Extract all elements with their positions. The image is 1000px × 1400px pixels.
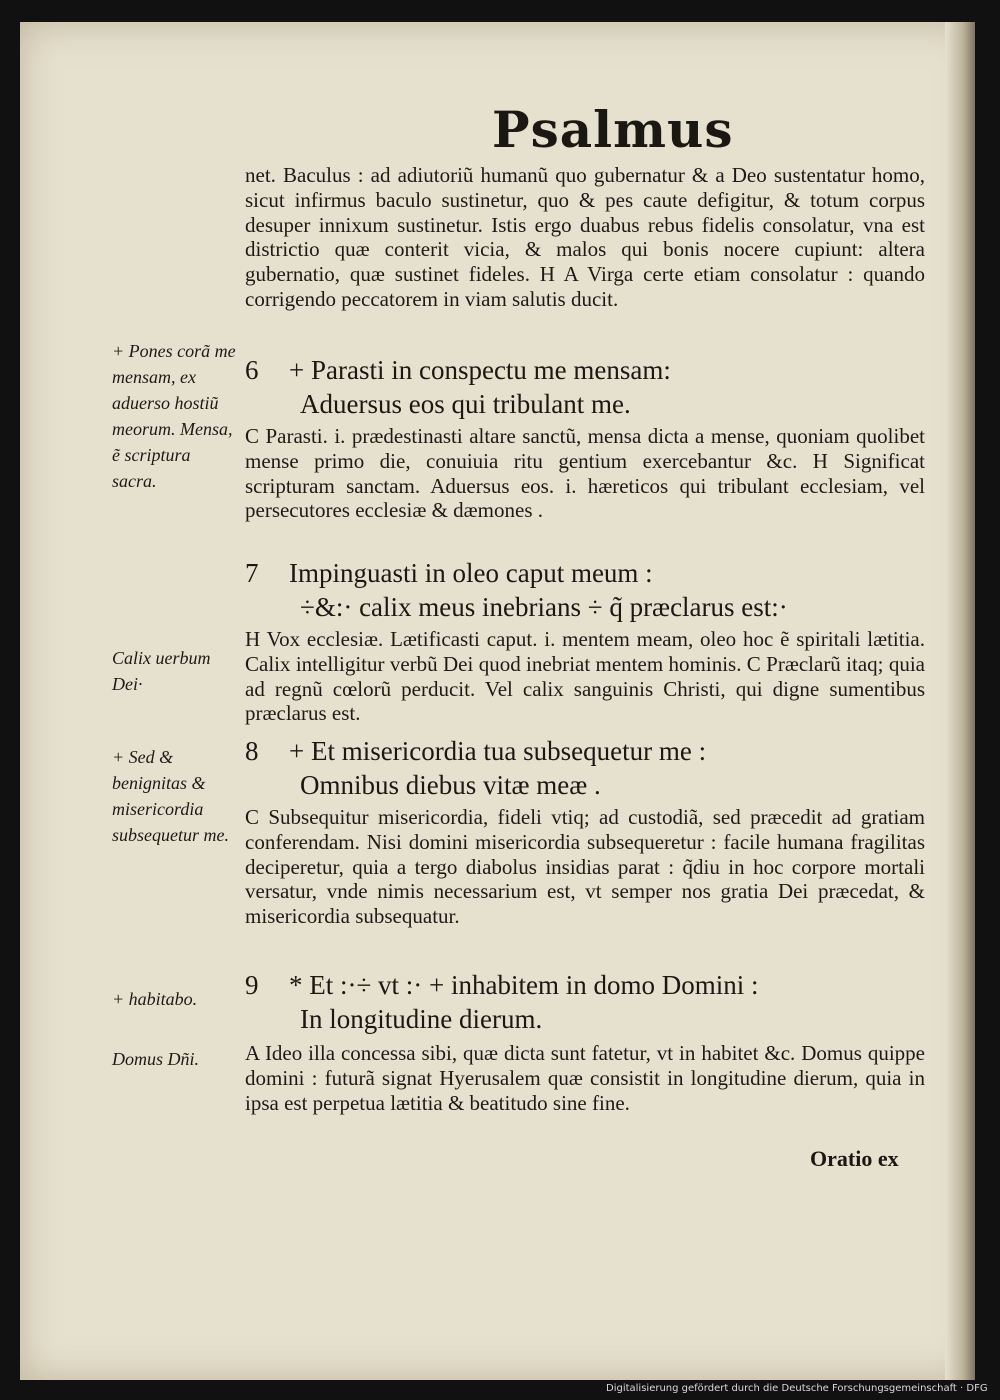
commentary-text: H Vox ecclesiæ. Lætificasti caput. i. mentem meam, oleo hoc ẽ spiritali lætitia. Calix intelligitur verbũ Dei quod inebriat mentem hominis. C Præclarũ itaq; quia ad regnũ cœlorũ perducit. Vel calix sanguinis Christi, qui digne sumentibus præclarus est.	[245, 627, 925, 726]
verse-6	[245, 353, 925, 421]
verse-line: + Parasti in conspectu me mensam:	[289, 355, 671, 385]
verse-number: 6	[245, 355, 259, 385]
verse-line: In longitudine dierum.	[300, 1004, 543, 1034]
running-header: Psalmus	[492, 100, 734, 159]
page-gutter	[945, 22, 975, 1380]
marginal-note-3: + Sed & benignitas & misericordia subsequetur me.	[112, 747, 229, 845]
commentary-block-4	[245, 805, 925, 929]
verse-line: + Et misericordia tua subsequetur me :	[289, 736, 707, 766]
catchword: Oratio ex	[810, 1146, 899, 1171]
marginal-note-4: + habitabo.	[112, 989, 198, 1009]
verse-8	[245, 734, 925, 802]
dfg-credit: Digitalisierung gefördert durch die Deutsche Forschungsgemeinschaft · DFG	[606, 1383, 988, 1394]
verse-7	[245, 556, 925, 624]
commentary-text: C Parasti. i. prædestinasti altare sanctũ, mensa dicta a mense, quoniam quolibet mense primo die, conuiuia ritu gentium exercebantur &c. H Significat scripturam sanctam. Aduersus eos. i. hæreticos qui tribulant ecclesiam, vel persecutores ecclesiæ & dæmones .	[245, 424, 925, 523]
verse-number: 9	[245, 970, 259, 1000]
verse-number: 8	[245, 736, 259, 766]
verse-line: Aduersus eos qui tribulant me.	[300, 389, 631, 419]
commentary-text: C Subsequitur misericordia, fideli vtiq; ad custodiã, sed præcedit ad gratiam conferendam. Nisi domini misericordia subsequeretur : facile humana fragilitas deciperetur, quia a tergo diabolus insidias parat : q̃diu in hoc corpore mortali versatur, vnde nimis necessarium est, vt semper nos gratia Dei præcedat, & misericordia subsequatur.	[245, 805, 925, 929]
verse-number: 7	[245, 558, 259, 588]
commentary-block-2	[245, 424, 925, 523]
verse-line: * Et :·÷ vt :· + inhabitem in domo Domini :	[289, 970, 759, 1000]
commentary-text: A Ideo illa concessa sibi, quæ dicta sunt fatetur, vt in habitet &c. Domus quippe domini : futurã signat Hyerusalem quæ consistit in longitudine dierum, quia in ipsa est perpetua lætitia & beatitudo sine fine.	[245, 1041, 925, 1115]
commentary-block-3	[245, 627, 925, 726]
commentary-block-5	[245, 1041, 925, 1115]
commentary-block-1	[245, 163, 925, 312]
marginal-note-5: Domus Dñi.	[112, 1049, 200, 1069]
commentary-text: net. Baculus : ad adiutoriũ humanũ quo gubernatur & a Deo sustentatur homo, sicut infirmus baculo sustinetur, quo & pes caute defigitur, & totum corpus desuper innixum sustinetur. Istis ergo duabus rebus fidelis consolatur, vna est districtio quæ conterit vicia, & malos qui bonis nocere cupiunt: altera gubernatio, quæ sustinet fideles. H A Virga certe etiam consolatur : quando corrigendo peccatorem in viam salutis ducit.	[245, 163, 925, 311]
verse-line: Impinguasti in oleo caput meum :	[289, 558, 653, 588]
verse-line: ÷&:· calix meus inebrians ÷ q̃ præclarus est:·	[300, 592, 788, 622]
verse-line: Omnibus diebus vitæ meæ .	[300, 770, 601, 800]
marginal-note-1: + Pones corã me mensam, ex aduerso hostiũ meorum. Mensa, ẽ scriptura sacra.	[112, 341, 236, 491]
marginal-note-2: Calix uerbum Dei·	[112, 648, 211, 694]
verse-9	[245, 968, 925, 1036]
